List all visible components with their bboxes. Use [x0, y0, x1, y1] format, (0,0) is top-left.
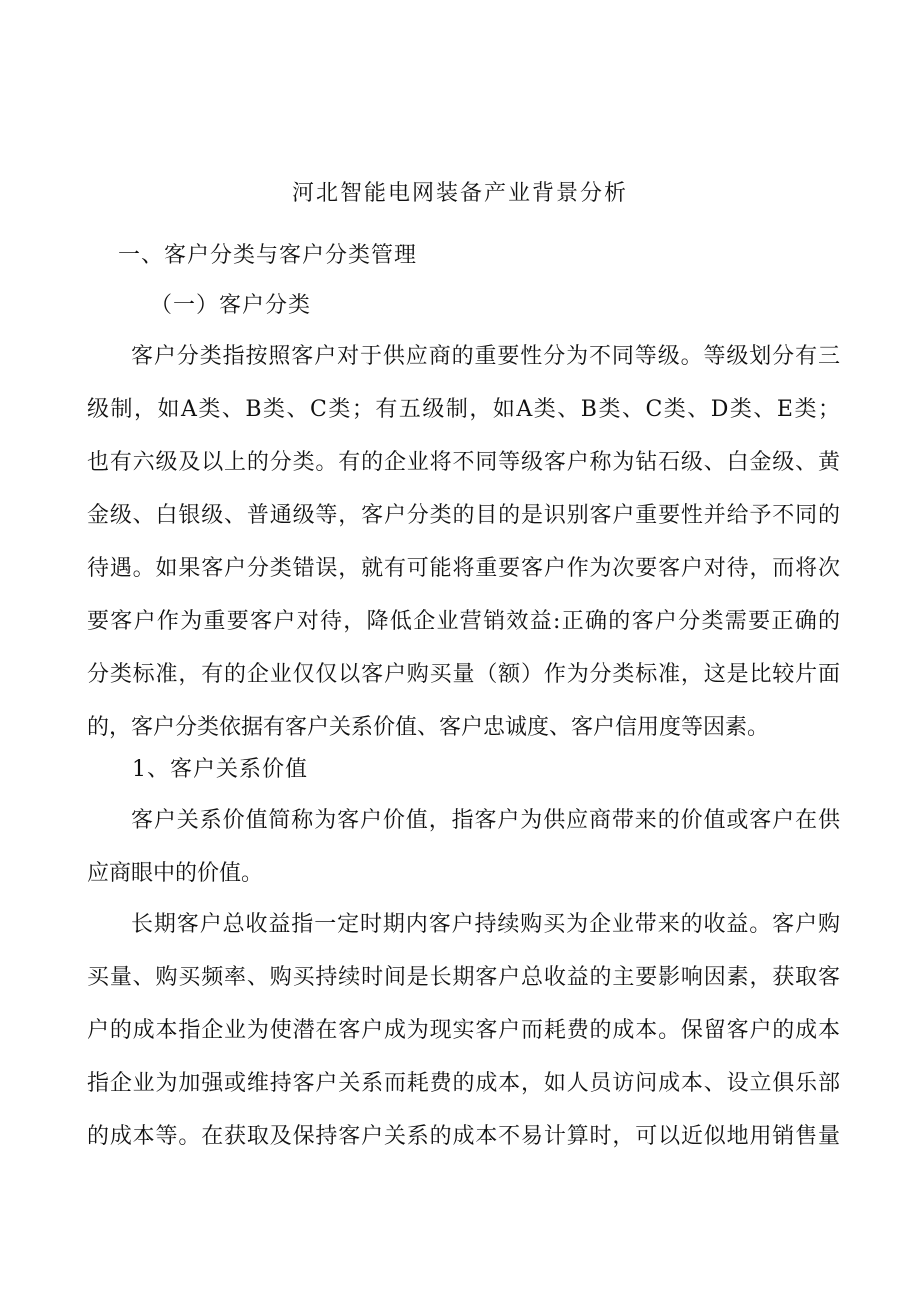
- paragraph-long-term-revenue: [87, 898, 840, 1163]
- paragraph-line: 分类标准，有的企业仅仅以客户购买量（额）作为分类标准，这是比较片面: [87, 662, 840, 687]
- paragraph-line: 客户分类指按照客户对于供应商的重要性分为不同等级。等级划分有三: [131, 344, 840, 369]
- paragraph-line: 的，客户分类依据有客户关系价值、客户忠诚度、客户信用度等因素。: [87, 715, 770, 740]
- paragraph-line: 也有六级及以上的分类。有的企业将不同等级客户称为钻石级、白金级、黄: [87, 450, 840, 475]
- paragraph-line: 买量、购买频率、购买持续时间是长期客户总收益的主要影响因素，获取客: [87, 965, 840, 990]
- paragraph-line: 户的成本指企业为使潜在客户成为现实客户而耗费的成本。保留客户的成本: [87, 1018, 840, 1043]
- paragraph-line: 级制，如A类、B类、C类；有五级制，如A类、B类、C类、D类、E类；: [87, 397, 840, 422]
- paragraph-line: 金级、白银级、普通级等，客户分类的目的是识别客户重要性并给予不同的: [87, 503, 840, 528]
- paragraph-customer-value: [87, 794, 840, 900]
- document-title: 河北智能电网装备产业背景分析: [291, 181, 628, 206]
- paragraph-line: 应商眼中的价值。: [87, 861, 264, 886]
- paragraph-line: 要客户作为重要客户对待，降低企业营销效益:正确的客户分类需要正确的: [87, 609, 840, 634]
- subsection-heading-numbered: 1、客户关系价值: [132, 757, 308, 782]
- paragraph-line: 待遇。如果客户分类错误，就有可能将重要客户作为次要客户对待，而将次: [87, 556, 840, 581]
- paragraph-line: 客户关系价值简称为客户价值，指客户为供应商带来的价值或客户在供: [131, 808, 840, 833]
- subsection-heading: （一）客户分类: [150, 293, 312, 318]
- paragraph-line: 指企业为加强或维持客户关系而耗费的成本，如人员访问成本、设立俱乐部: [87, 1071, 840, 1096]
- paragraph-line: 的成本等。在获取及保持客户关系的成本不易计算时，可以近似地用销售量: [87, 1124, 840, 1149]
- paragraph-line: 长期客户总收益指一定时期内客户持续购买为企业带来的收益。客户购: [131, 912, 840, 937]
- section-heading: 一、客户分类与客户分类管理: [118, 243, 418, 268]
- paragraph-customer-classification: [87, 330, 840, 754]
